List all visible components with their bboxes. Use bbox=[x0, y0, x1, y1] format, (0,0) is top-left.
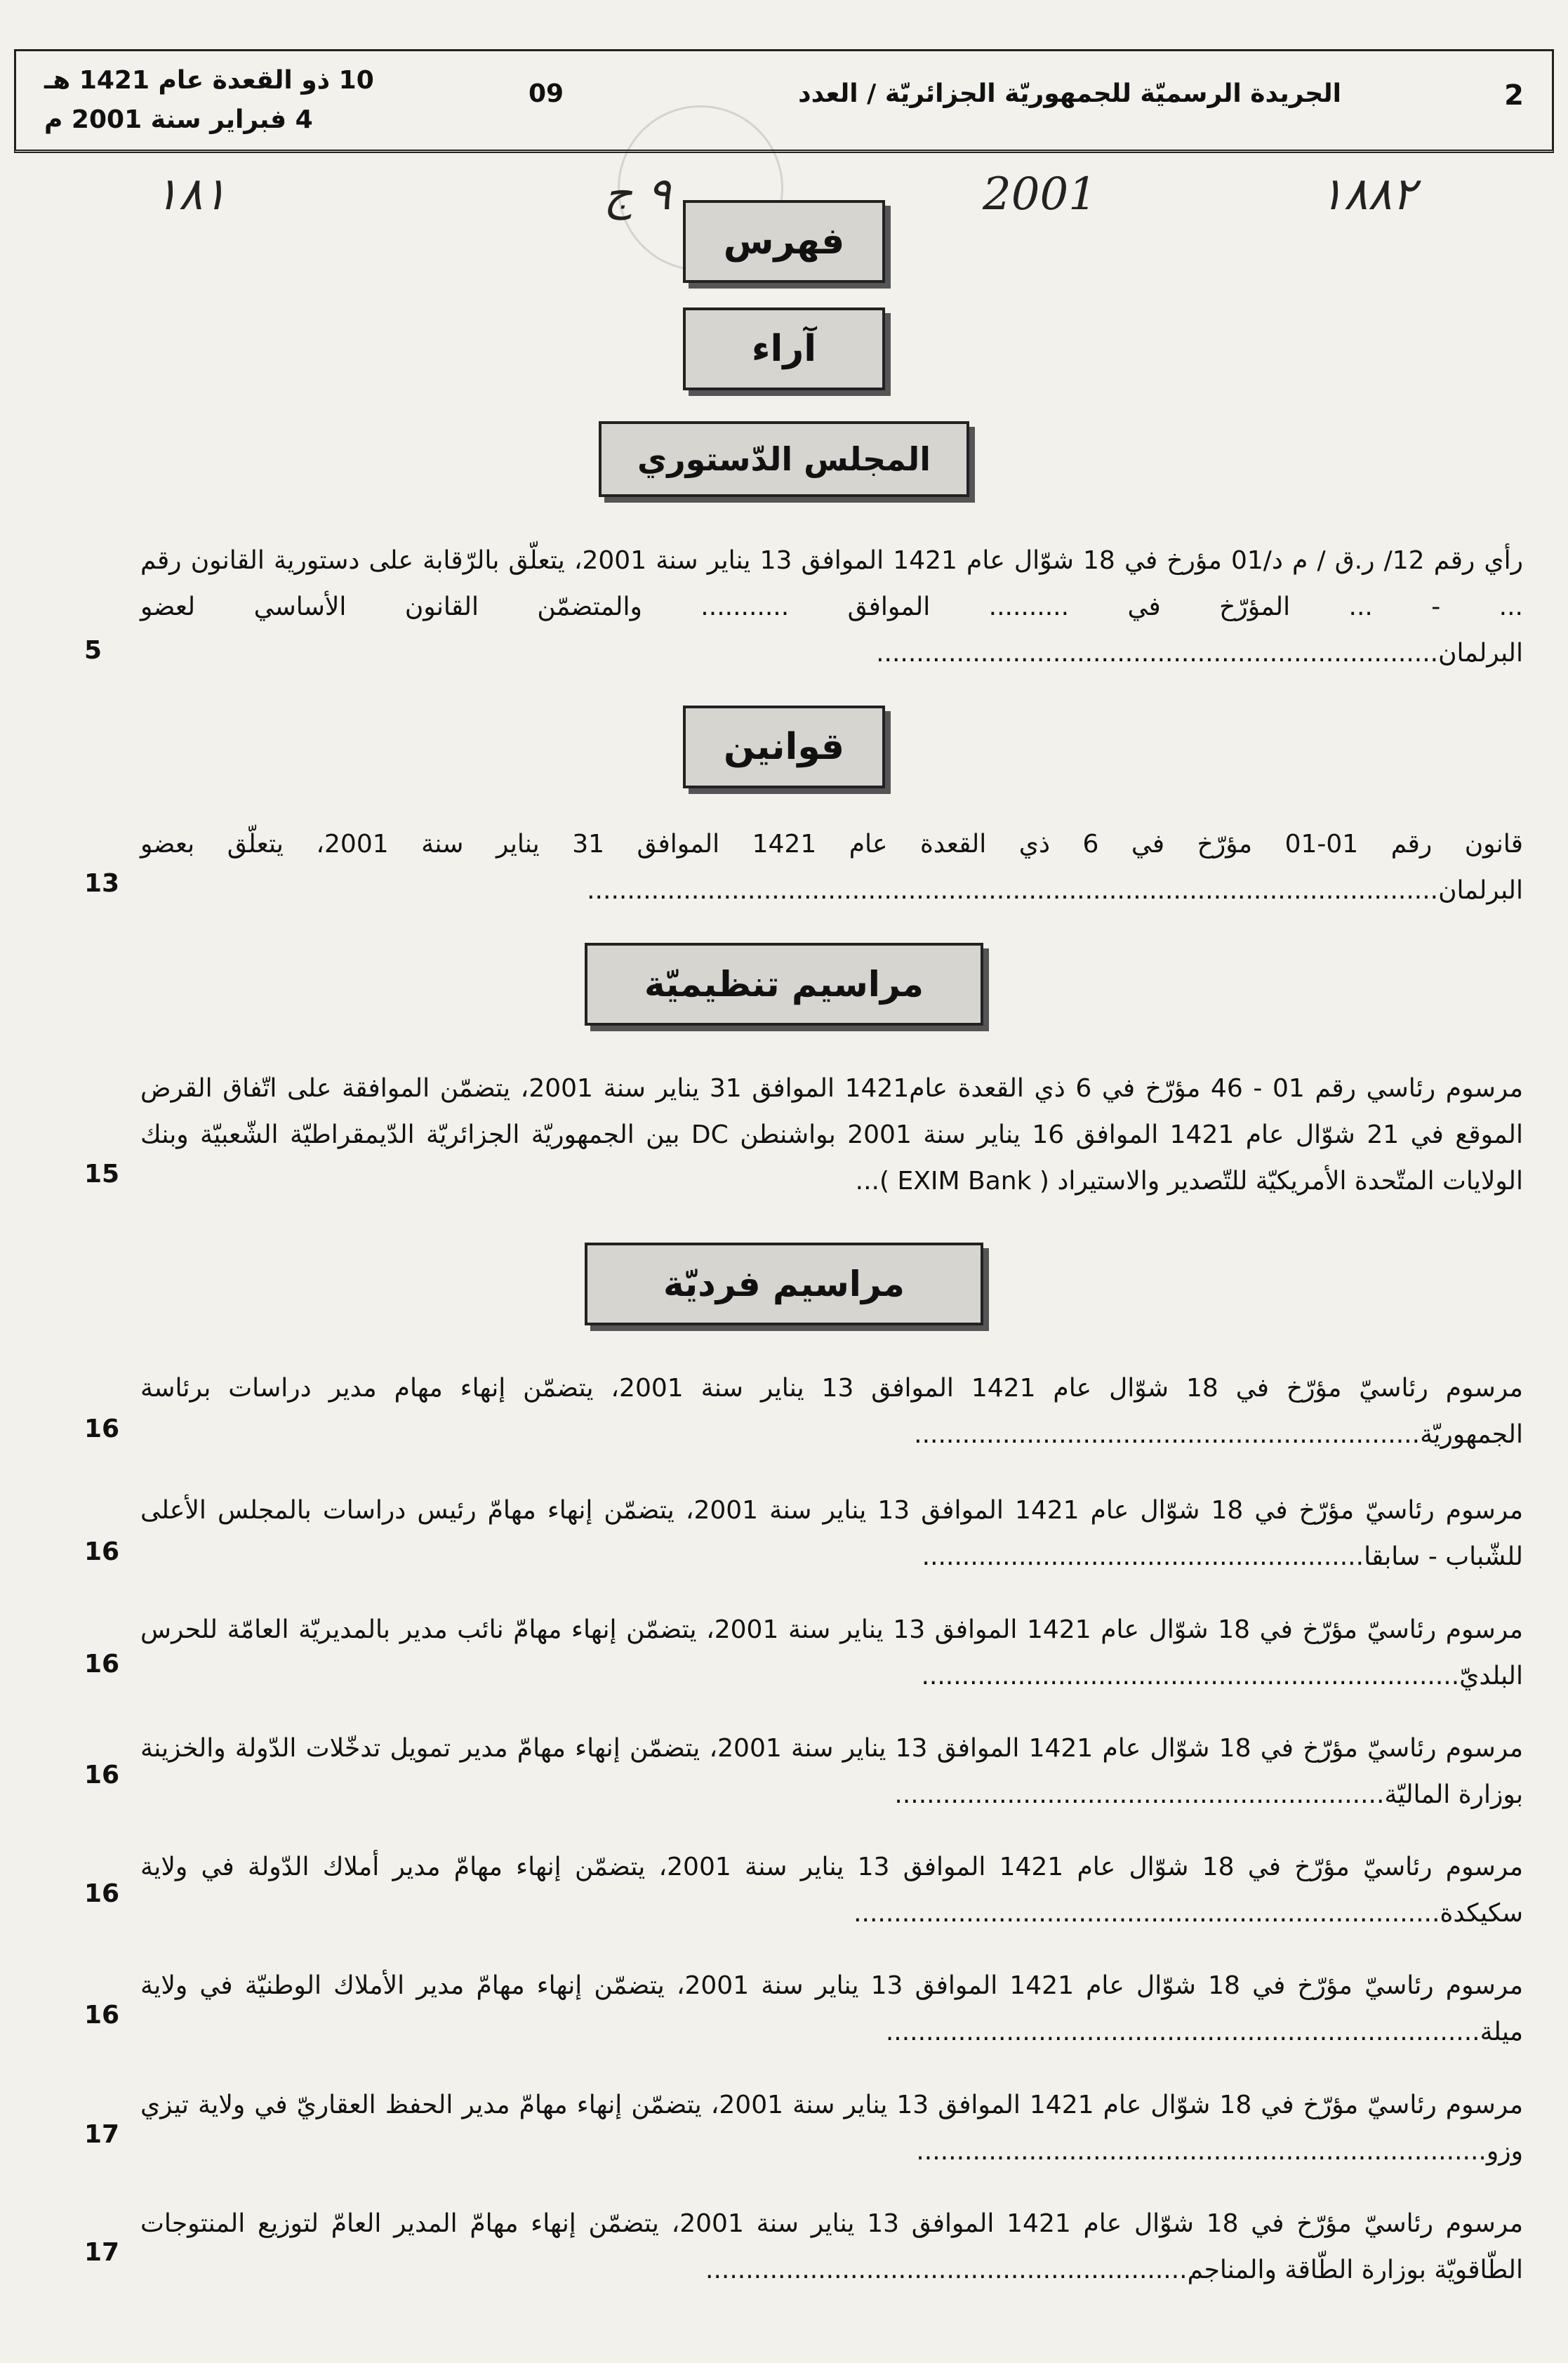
entry-page-4: 16 bbox=[84, 1415, 120, 1443]
entry-text: مرسوم رئاسي رقم 01 - 46 مؤرّخ في 6 ذي القعدة عام1421 الموافق 31 يناير سنة 2001، يتضمّن الموافقة على اتّفاق القرض الموقع في 21 شوّال عام 1421 الموافق 16 يناير سنة 2001 بواشنطن DC بين الجمهوريّة الجزائريّة الدّيمقراطيّة الشّعبيّة وبنك الولايات المتّحدة الأمريكيّة للتّصدير والاستيراد ( EXIM Bank ) bbox=[140, 1074, 1523, 1196]
section-opinions-title: آراء bbox=[683, 307, 885, 390]
toc-entry-11: مرسوم رئاسيّ مؤرّخ في 18 شوّال عام 1421 الموافق 13 يناير سنة 2001، يتضمّن إنهاء مهامّ المدير العامّ لتوزيع المنتوجات الطّاقويّة بوزارة الطّاقة والمناجم............................................................ bbox=[140, 2209, 1523, 2284]
section-individual-decrees-title: مراسيم فرديّة bbox=[585, 1243, 983, 1325]
toc-entry-3: مرسوم رئاسي رقم 01 - 46 مؤرّخ في 6 ذي القعدة عام1421 الموافق 31 يناير سنة 2001، يتضمّن الموافقة على اتّفاق القرض الموقع في 21 شوّال عام 1421 الموافق 16 يناير سنة 2001 بواشنطن DC بين الجمهوريّة الجزائريّة الدّيمقراطيّة الشّعبيّة وبنك الولايات المتّحدة الأمريكيّة للتّصدير والاستيراد ( EXIM Bank )... bbox=[140, 1074, 1523, 1196]
entry-text: مرسوم رئاسيّ مؤرّخ في 18 شوّال عام 1421 الموافق 13 يناير سنة 2001، يتضمّن إنهاء مهامّ مدير تمويل تدخّلات الدّولة والخزينة بوزارة الماليّة bbox=[140, 1734, 1523, 1809]
header-dates bbox=[44, 61, 374, 140]
section-council-title: المجلس الدّستوري bbox=[599, 421, 969, 497]
entry-page-6: 16 bbox=[84, 1650, 120, 1679]
entry-text: مرسوم رئاسيّ مؤرّخ في 18 شوّال عام 1421 الموافق 13 يناير سنة 2001، يتضمّن إنهاء مهامّ المدير العامّ لتوزيع المنتوجات الطّاقويّة بوزارة الطّاقة والمناجم bbox=[140, 2209, 1523, 2284]
toc-entry-6: مرسوم رئاسيّ مؤرّخ في 18 شوّال عام 1421 الموافق 13 يناير سنة 2001، يتضمّن إنهاء مهامّ نائب مدير بالمديريّة العامّة للحرس البلديّ................................................................... bbox=[140, 1615, 1523, 1690]
entry-text: مرسوم رئاسيّ مؤرّخ في 18 شوّال عام 1421 الموافق 13 يناير سنة 2001، يتضمّن إنهاء مهامّ رئيس دراسات بالمجلس الأعلى للشّباب - سابقا bbox=[140, 1496, 1523, 1571]
entry-page-7: 16 bbox=[84, 1761, 120, 1789]
page-header bbox=[14, 49, 1554, 153]
toc-entry-8: مرسوم رئاسيّ مؤرّخ في 18 شوّال عام 1421 الموافق 13 يناير سنة 2001، يتضمّن إنهاء مهامّ مدير أملاك الدّولة في ولاية سكيكدة......................................................................... bbox=[140, 1853, 1523, 1928]
section-index-title: فهرس bbox=[683, 200, 885, 283]
page-number: 2 bbox=[1504, 79, 1524, 112]
section-laws-title: قوانين bbox=[683, 706, 885, 788]
handwritten-note-left: ١٨١ bbox=[154, 168, 227, 220]
entry-text: مرسوم رئاسيّ مؤرّخ في 18 شوّال عام 1421 الموافق 13 يناير سنة 2001، يتضمّن إنهاء مهام مدير دراسات برئاسة الجمهوريّة bbox=[140, 1374, 1523, 1449]
entry-page-8: 16 bbox=[84, 1879, 120, 1908]
entry-page-3: 15 bbox=[84, 1160, 120, 1189]
entry-page-11: 17 bbox=[84, 2238, 120, 2267]
issue-number: 09 bbox=[529, 79, 564, 108]
journal-title: الجريدة الرسميّة للجمهوريّة الجزائريّة / العدد bbox=[798, 79, 1341, 108]
entry-text: مرسوم رئاسيّ مؤرّخ في 18 شوّال عام 1421 الموافق 13 يناير سنة 2001، يتضمّن إنهاء مهامّ مدير أملاك الدّولة في ولاية سكيكدة bbox=[140, 1853, 1523, 1928]
hijri-date: 10 ذو القعدة عام 1421 هـ bbox=[44, 66, 374, 95]
entry-page-10: 17 bbox=[84, 2120, 120, 2149]
toc-entry-9: مرسوم رئاسيّ مؤرّخ في 18 شوّال عام 1421 الموافق 13 يناير سنة 2001، يتضمّن إنهاء مهامّ مدير الأملاك الوطنيّة في ولاية ميلة.......................................................................... bbox=[140, 1971, 1523, 2046]
toc-entry-2: قانون رقم 01-01 مؤرّخ في 6 ذي القعدة عام 1421 الموافق 31 يناير سنة 2001، يتعلّق بعضو البرلمان.......................................................................................................... bbox=[140, 830, 1523, 905]
entry-text: مرسوم رئاسيّ مؤرّخ في 18 شوّال عام 1421 الموافق 13 يناير سنة 2001، يتضمّن إنهاء مهامّ مدير الأملاك الوطنيّة في ولاية ميلة bbox=[140, 1971, 1523, 2046]
entry-text: مرسوم رئاسيّ مؤرّخ في 18 شوّال عام 1421 الموافق 13 يناير سنة 2001، يتضمّن إنهاء مهامّ مدير الحفظ العقاريّ في ولاية تيزي وزو bbox=[140, 2091, 1523, 2166]
entry-page-1: 5 bbox=[84, 636, 102, 665]
handwritten-note-year: 2001 bbox=[983, 168, 1097, 220]
entry-text: رأي رقم 12/ ر.ق / م د/01 مؤرخ في 18 شوّال عام 1421 الموافق 13 يناير سنة 2001، يتعلّق بالرّقابة على دستورية القانون رقم ... - ... المؤرّخ في .......... الموافق ........... والمتضمّن القانون الأساسي لعضو البرلمان bbox=[140, 546, 1523, 668]
handwritten-note-code: ٩ ج bbox=[604, 168, 672, 220]
entry-page-5: 16 bbox=[84, 1537, 120, 1566]
entry-text: قانون رقم 01-01 مؤرّخ في 6 ذي القعدة عام 1421 الموافق 31 يناير سنة 2001، يتعلّق بعضو البرلمان bbox=[140, 830, 1523, 905]
section-regulatory-decrees-title: مراسيم تنظيميّة bbox=[585, 943, 983, 1026]
entry-page-2: 13 bbox=[84, 869, 120, 898]
toc-entry-10: مرسوم رئاسيّ مؤرّخ في 18 شوّال عام 1421 الموافق 13 يناير سنة 2001، يتضمّن إنهاء مهامّ مدير الحفظ العقاريّ في ولاية تيزي وزو....................................................................... bbox=[140, 2091, 1523, 2166]
toc-entry-4: مرسوم رئاسيّ مؤرّخ في 18 شوّال عام 1421 الموافق 13 يناير سنة 2001، يتضمّن إنهاء مهام مدير دراسات برئاسة الجمهوريّة............................................................... bbox=[140, 1374, 1523, 1449]
gregorian-date: 4 فبراير سنة 2001 م bbox=[44, 105, 313, 134]
toc-entry-1: رأي رقم 12/ ر.ق / م د/01 مؤرخ في 18 شوّال عام 1421 الموافق 13 يناير سنة 2001، يتعلّق بالرّقابة على دستورية القانون رقم ... - ... المؤرّخ في .......... الموافق ........... والمتضمّن القانون الأساسي لعضو البرلمان...................................................................... bbox=[140, 546, 1523, 668]
handwritten-note-right: ١٨٨٢ bbox=[1320, 168, 1416, 220]
toc-entry-5: مرسوم رئاسيّ مؤرّخ في 18 شوّال عام 1421 الموافق 13 يناير سنة 2001، يتضمّن إنهاء مهامّ رئيس دراسات بالمجلس الأعلى للشّباب - سابقا....................................................... bbox=[140, 1496, 1523, 1571]
toc-entry-7: مرسوم رئاسيّ مؤرّخ في 18 شوّال عام 1421 الموافق 13 يناير سنة 2001، يتضمّن إنهاء مهامّ مدير تمويل تدخّلات الدّولة والخزينة بوزارة الماليّة............................................................. bbox=[140, 1734, 1523, 1809]
entry-page-9: 16 bbox=[84, 2001, 120, 2030]
entry-text: مرسوم رئاسيّ مؤرّخ في 18 شوّال عام 1421 الموافق 13 يناير سنة 2001، يتضمّن إنهاء مهامّ نائب مدير بالمديريّة العامّة للحرس البلديّ bbox=[140, 1615, 1523, 1690]
